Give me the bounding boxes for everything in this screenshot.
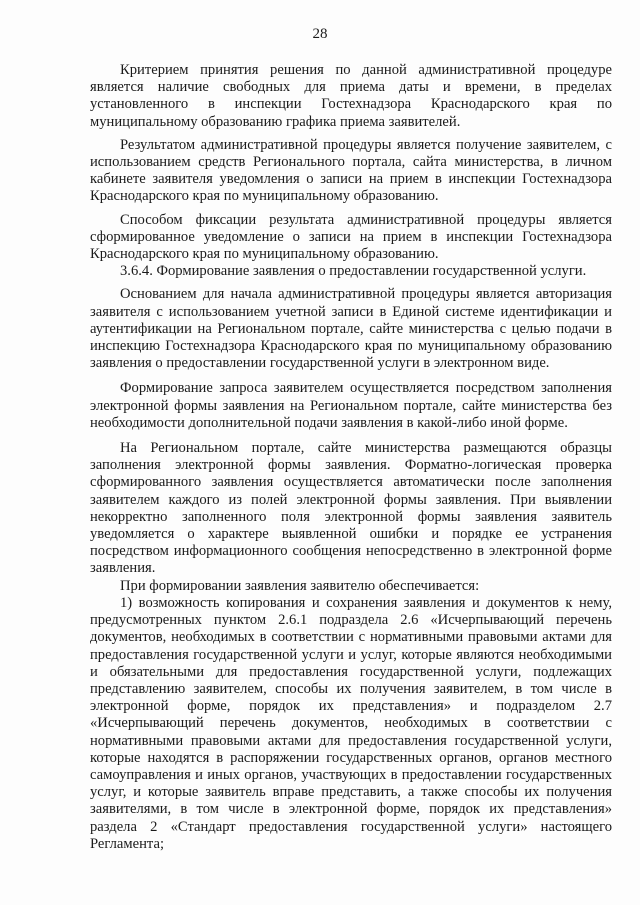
paragraph: Основанием для начала административной процедуры является авторизация заявителя с использованием учетной записи в Единой системе идентификации и аутентификации на Региональном портале, сайте министерства с целью подачи в инспекцию Гостехнадзора Краснодарского края по муниципальному образованию заявления о предоставлении государственной услуги в электронном виде. bbox=[90, 286, 612, 372]
paragraph: Критерием принятия решения по данной административной процедуре является наличие свободных для приема даты и времени, в пределах установленного в инспекции Гостехнадзора Краснодарского края по муниципальному образованию графика приема заявителей. bbox=[90, 62, 612, 130]
paragraph: Результатом административной процедуры является получение заявителем, с использованием средств Регионального портала, сайта министерства, в личном кабинете заявителя уведомления о записи на прием в инспекции Гостехнадзора Краснодарского края по муниципальному образованию. bbox=[90, 136, 612, 205]
page-number: 28 bbox=[312, 26, 328, 42]
section-heading: 3.6.4. Формирование заявления о предоставлении государственной услуги. bbox=[120, 263, 587, 280]
paragraph: На Региональном портале, сайте министерства размещаются образцы заполнения электронной формы заявления. Форматно-логическая проверка сформированного заявления осуществляется автоматически после заполнения заявителем каждого из полей электронной формы заявления. При выявлении некорректно заполненного поля электронной формы заявления заявитель уведомляется о характере выявленной ошибки и порядке ее устранения посредством информационного сообщения непосредственно в электронной форме заявления. bbox=[90, 440, 612, 577]
document-body bbox=[90, 62, 612, 853]
paragraph: Формирование запроса заявителем осуществляется посредством заполнения электронной формы заявления на Региональном портале, сайте министерства без необходимости дополнительной подачи заявления в какой-либо иной форме. bbox=[90, 380, 612, 431]
paragraph: Способом фиксации результата административной процедуры является сформированное уведомление о записи на прием в инспекции Гостехнадзора Краснодарского края по муниципальному образованию. bbox=[90, 211, 612, 263]
list-item: 1) возможность копирования и сохранения заявления и документов к нему, предусмотренных пунктом 2.6.1 подраздела 2.6 «Исчерпывающий перечень документов, необходимых в соответствии с нормативными правовыми актами для предоставления государственной услуги и услуг, которые являются необходимыми и обязательными для предоставления государственной услуги, подлежащих представлению заявителем, способы их получения заявителем, в том числе в электронной форме, порядок их представления» и подразделом 2.7 «Исчерпывающий перечень документов, необходимых в соответствии с нормативными правовыми актами для предоставления государственной услуги, которые находятся в распоряжении государственных органов, органов местного самоуправления и иных органов, участвующих в предоставлении государственных услуг, и которые заявитель вправе представить, а также способы их получения заявителями, в том числе в электронной форме, порядок их представления» раздела 2 «Стандарт предоставления государственной услуги» настоящего Регламента; bbox=[90, 594, 612, 852]
paragraph: При формировании заявления заявителю обеспечивается: bbox=[120, 577, 480, 594]
